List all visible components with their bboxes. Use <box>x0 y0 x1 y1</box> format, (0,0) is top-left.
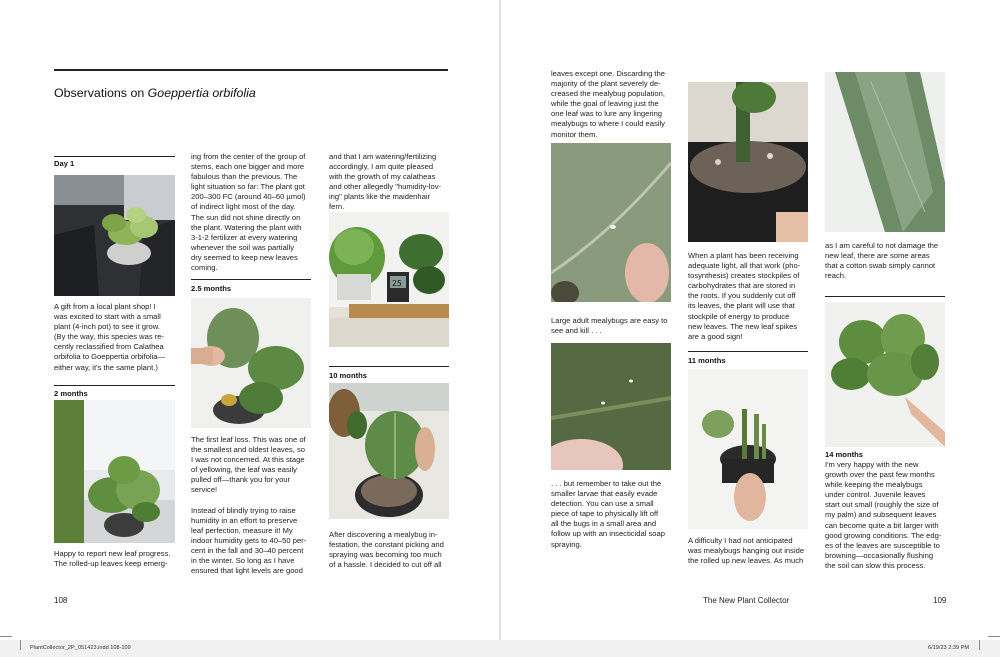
left-folio: 108 <box>54 596 68 605</box>
slug-filename: PlantCollector_2P_051423.indd 108-109 <box>30 645 131 651</box>
title-species: Goeppertia orbifolia <box>147 86 256 100</box>
month10-photo <box>329 383 449 519</box>
month14-label: 14 months <box>825 450 863 459</box>
crop-mark <box>20 640 21 650</box>
month2-photo <box>54 400 175 543</box>
spine-gutter <box>499 0 501 640</box>
month11-rule <box>688 351 808 352</box>
title-rule <box>54 69 448 71</box>
month25-photo <box>191 298 311 428</box>
fern-photo <box>329 212 449 347</box>
day1-photo <box>54 175 175 296</box>
crop-mark <box>979 640 980 650</box>
leaf-spike-photo <box>688 82 808 242</box>
month11-photo <box>688 369 808 529</box>
col2-text: ing from the center of the group of stems, each one bigger and more fabulous than the previous. The light situation so far: The plant got 200–300 FC (around 40–60 µmol) of indirect light most of the day. The sun did not shine directly on the plant. Watering the plant with 3-1-2 fertilizer at every watering whenever the soil was partially dry seemed to keep new leaves coming. <box>191 152 306 273</box>
day1-caption: A gift from a local plant shop! I was excited to start with a small plant (4-inch pot) to see it grow. (By the way, this species was re- cently reclassified from Calathea orbifolia to Goeppertia orbifolia— either way, it's the same plant.) <box>54 302 166 372</box>
hygrometer-reading: 25 <box>392 279 402 288</box>
page-title <box>54 86 256 100</box>
rolled-leaf-photo <box>825 72 945 232</box>
right-col1-text: leaves except one. Discarding the majority of the plant severely de- creased the mealybug population, while the goal of leaving just the one leaf was to lure any lingering mealybugs to where I could easily monitor them. <box>551 69 665 139</box>
larvae-caption: . . . but remember to take out the smaller larvae that easily evade detection. You can use a small piece of tape to physically lift off all the bugs in a small area and follow up with an insecticidal soap spraying. <box>551 479 665 549</box>
right-col2-text: When a plant has been receiving adequate light, all that work (pho- tosynthesis) creates stockpiles of carbohydrates that are stored in the roots. If you suddenly cut off its leaves, the plant will use that stockpile of energy to produce new leaves. The new leaf spikes are a good sign! <box>688 251 801 341</box>
month10-label: 10 months <box>329 371 367 380</box>
crop-mark <box>988 636 1000 637</box>
left-page <box>0 0 500 640</box>
month2-caption: Happy to report new leaf progress. The rolled-up leaves keep emerg- <box>54 549 171 569</box>
month14-top-rule <box>825 296 945 297</box>
col3-text: and that I am watering/fertilizing accordingly, I am quite pleased with the growth of my calatheas and other allegedly "humidity-lov- ing" plants like the maidenhair fern. <box>329 152 442 212</box>
month10-rule <box>329 366 449 367</box>
month25-rule <box>191 279 311 280</box>
month11-caption: A difficulty I had not anticipated was mealybugs hanging out inside the rolled up new leaves. As much <box>688 536 805 566</box>
mealybug-photo <box>551 143 671 302</box>
month10-caption: After discovering a mealybug in- festation, the constant picking and spraying was becoming too much of a hassle. I decided to cut off all <box>329 530 444 570</box>
month14-caption: I'm very happy with the new growth over the past few months while keeping the mealybugs under control. Juvenile leaves start out small (roughly the size of my palm) and subsequent leaves can become quite a bit larger with good growing conditions. The edg- es of the leaves are susceptible to browning—occasionally flushing the soil can slow this process. <box>825 460 942 570</box>
day1-label: Day 1 <box>54 159 75 168</box>
running-head: The New Plant Collector <box>703 596 790 605</box>
crop-mark <box>0 636 12 637</box>
title-text: Observations on <box>54 86 148 100</box>
mealybug-caption: Large adult mealybugs are easy to see and kill . . . <box>551 316 668 336</box>
larvae-photo <box>551 343 671 470</box>
right-page <box>500 0 1000 640</box>
month2-rule <box>54 385 175 386</box>
right-col3-text: as I am careful to not damage the new leaf, there are some areas that a cotton swab simply cannot reach. <box>825 241 939 281</box>
day1-rule <box>54 156 175 157</box>
month11-label: 11 months <box>688 356 726 365</box>
right-folio: 109 <box>933 596 947 605</box>
month14-photo <box>825 302 945 447</box>
month25-caption: The first leaf loss. This was one of the smallest and oldest leaves, so I was not concerned. At this stage of yellowing, the leaf was easily pulled off—thank you for your service! Instead of blindly trying to raise humidity in an effort to preserve leaf perfection, measure it! My indoor humidity gets to 40–50 per- cent in the fall and 30–40 percent in the winter. So long as I have ensured that light levels are good <box>191 435 307 576</box>
slug-date: 6/19/23 2:39 PM <box>928 645 970 651</box>
month2-label: 2 months <box>54 389 88 398</box>
month25-label: 2.5 months <box>191 284 232 293</box>
